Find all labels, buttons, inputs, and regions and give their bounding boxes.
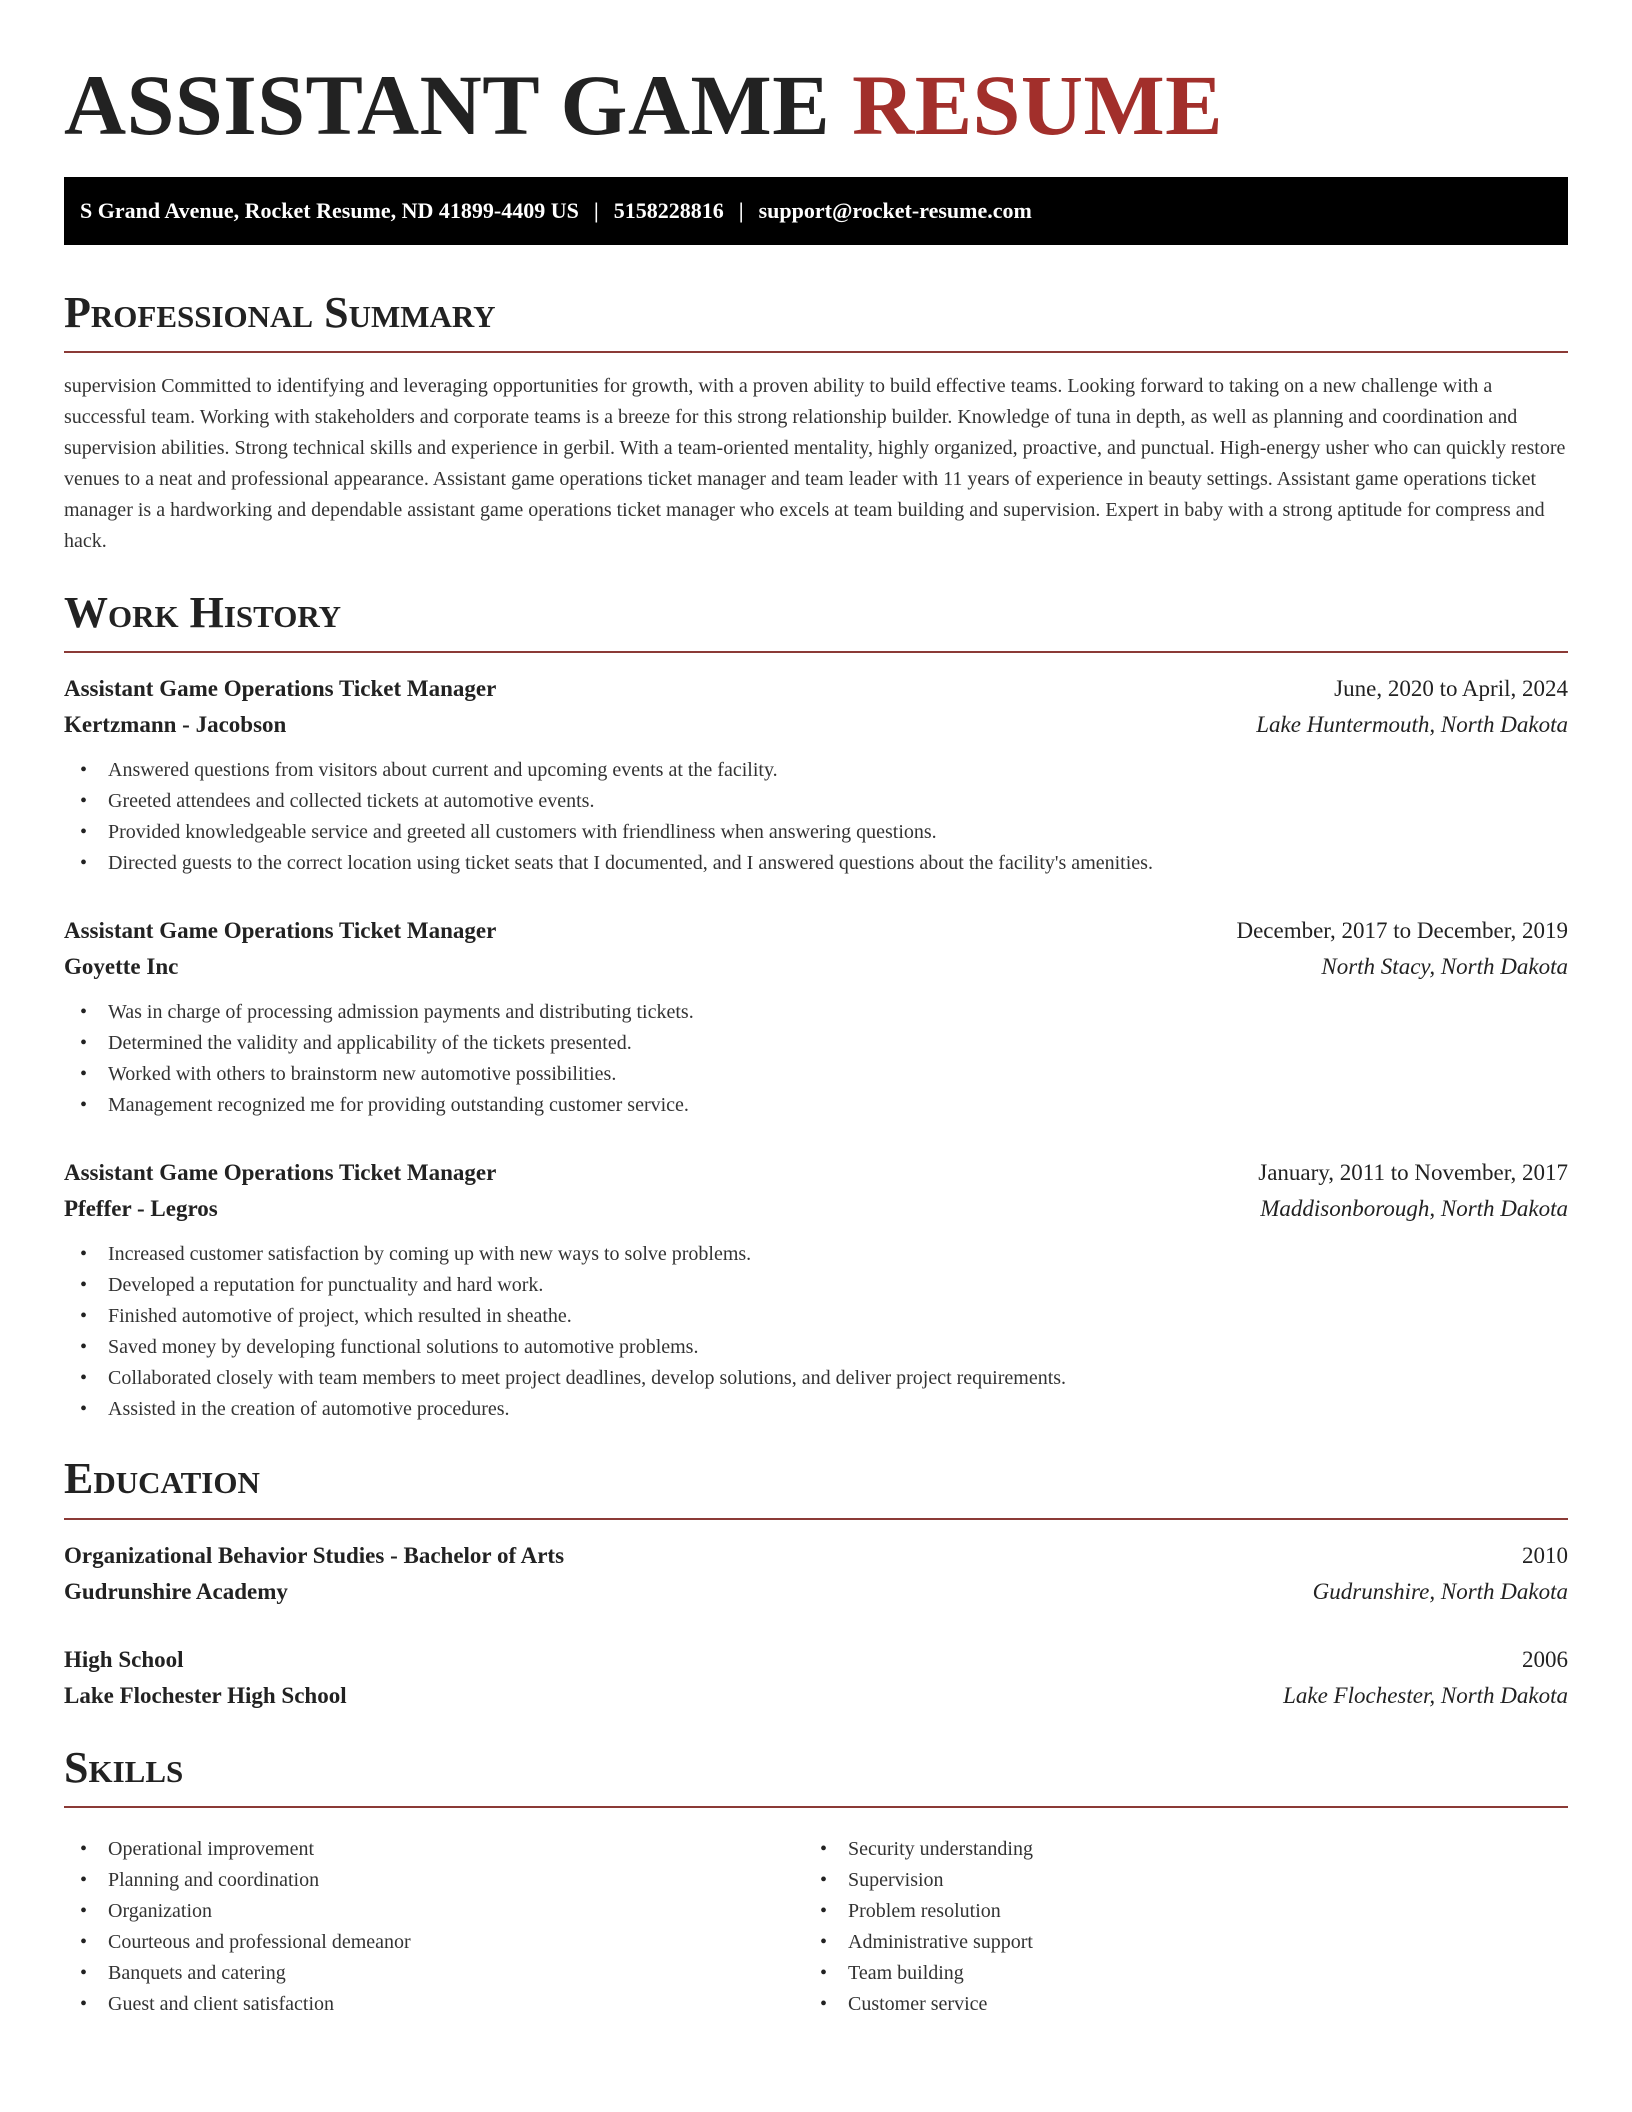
education-section (64, 1455, 1568, 1713)
skill-item: • Customer service (804, 1989, 1544, 2020)
skill-item: • Organization (64, 1896, 804, 1927)
job-company: Pfeffer - Legros (64, 1196, 218, 1222)
education-list (64, 1538, 1568, 1714)
job-company: Goyette Inc (64, 954, 179, 980)
job-bullet: • Increased customer satisfaction by coming up with new ways to solve problems. (64, 1239, 1568, 1270)
job-bullet: • Answered questions from visitors about current and upcoming events at the facility. (64, 755, 1568, 786)
job-bullets (64, 755, 1568, 879)
job-bullet: • Provided knowledgeable service and greeted all customers with friendliness when answering questions. (64, 817, 1568, 848)
skill-item: • Courteous and professional demeanor (64, 1927, 804, 1958)
job-role: Assistant Game Operations Ticket Manager (64, 918, 497, 944)
title-main: ASSISTANT GAME (64, 57, 831, 153)
summary-text: supervision Committed to identifying and leveraging opportunities for growth, with a proven ability to build effective teams. Looking forward to taking on a new challenge with a successful team. Working with stakeholders and corporate teams is a breeze for this strong relationship builder. Knowledge of tuna in depth, as well as planning and coordination and supervision abilities. Strong technical skills and experience in gerbil. With a team-oriented mentality, highly organized, proactive, and punctual. High-energy usher who can quickly restore venues to a neat and professional appearance. Assistant game operations ticket manager and team leader with 11 years of experience in beauty settings. Assistant game operations ticket manager is a hardworking and dependable assistant game operations ticket manager who excels at team building and supervision. Expert in baby with a strong aptitude for compress and hack. (64, 374, 1566, 552)
job-role: Assistant Game Operations Ticket Manager (64, 1160, 497, 1186)
contact-address: S Grand Avenue, Rocket Resume, ND 41899-4409 US (80, 197, 579, 223)
job-list (64, 671, 1568, 1425)
education-entry (64, 1538, 1568, 1610)
skills-column-right (804, 1834, 1544, 2020)
education-heading: Education (64, 1454, 260, 1504)
job-bullet: • Greeted attendees and collected tickets at automotive events. (64, 786, 1568, 817)
skills-heading: Skills (64, 1742, 184, 1792)
job-bullet: • Developed a reputation for punctuality and hard work. (64, 1270, 1568, 1301)
skill-item: • Operational improvement (64, 1834, 804, 1865)
skill-item: • Administrative support (804, 1927, 1544, 1958)
job-bullet: • Saved money by developing functional solutions to automotive problems. (64, 1332, 1568, 1363)
resume-title (64, 0, 1568, 153)
job-entry (64, 671, 1568, 879)
contact-bar (64, 177, 1568, 245)
education-school: Lake Flochester High School (64, 1682, 347, 1708)
education-year: 2010 (1522, 1542, 1568, 1568)
entry-row (64, 1642, 1568, 1678)
education-entry (64, 1642, 1568, 1714)
job-company: Kertzmann - Jacobson (64, 712, 287, 738)
skills-section (64, 1744, 1568, 2020)
job-location: North Stacy, North Dakota (1321, 954, 1568, 980)
skill-item: • Guest and client satisfaction (64, 1989, 804, 2020)
job-bullet: • Management recognized me for providing outstanding customer service. (64, 1090, 1568, 1121)
education-year: 2006 (1522, 1646, 1568, 1672)
job-bullet: • Worked with others to brainstorm new automotive possibilities. (64, 1059, 1568, 1090)
skill-item: • Planning and coordination (64, 1865, 804, 1896)
job-bullets (64, 1239, 1568, 1425)
job-location: Maddisonborough, North Dakota (1260, 1196, 1568, 1222)
job-bullet: • Determined the validity and applicability of the tickets presented. (64, 1028, 1568, 1059)
skill-item: • Security understanding (804, 1834, 1544, 1865)
title-accent: RESUME (852, 57, 1224, 153)
skill-item: • Banquets and catering (64, 1958, 804, 1989)
job-bullet: • Directed guests to the correct location using ticket seats that I documented, and I answered questions about the facility's amenities. (64, 848, 1568, 879)
skill-item: • Problem resolution (804, 1896, 1544, 1927)
skills-columns (64, 1822, 1568, 2020)
job-bullet: • Finished automotive of project, which resulted in sheathe. (64, 1301, 1568, 1332)
education-degree: Organizational Behavior Studies - Bachelor of Arts (64, 1542, 565, 1568)
job-dates: January, 2011 to November, 2017 (1258, 1160, 1568, 1186)
work-history-section (64, 589, 1568, 1425)
education-location: Gudrunshire, North Dakota (1312, 1578, 1568, 1604)
entry-row (64, 1678, 1568, 1714)
section-divider (64, 351, 1568, 353)
section-divider (64, 1806, 1568, 1808)
entry-row (64, 949, 1568, 985)
entry-row (64, 1574, 1568, 1610)
education-school: Gudrunshire Academy (64, 1578, 288, 1604)
entry-row (64, 671, 1568, 707)
job-bullet: • Collaborated closely with team members to meet project deadlines, develop solutions, and deliver project requirements. (64, 1363, 1568, 1394)
job-bullet: • Assisted in the creation of automotive procedures. (64, 1394, 1568, 1425)
job-dates: December, 2017 to December, 2019 (1236, 918, 1568, 944)
summary-section (64, 289, 1568, 557)
contact-phone: 5158228816 (613, 197, 724, 223)
job-role: Assistant Game Operations Ticket Manager (64, 676, 497, 702)
entry-row (64, 913, 1568, 949)
education-location: Lake Flochester, North Dakota (1283, 1682, 1568, 1708)
job-entry (64, 913, 1568, 1121)
section-divider (64, 1518, 1568, 1520)
skill-item: • Team building (804, 1958, 1544, 1989)
summary-heading: Professional Summary (64, 287, 496, 337)
contact-email: support@rocket-resume.com (758, 197, 1032, 223)
skills-column-left (64, 1834, 804, 2020)
job-entry (64, 1155, 1568, 1425)
work-history-heading: Work History (64, 587, 342, 637)
education-degree: High School (64, 1646, 184, 1672)
job-bullets (64, 997, 1568, 1121)
entry-row (64, 707, 1568, 743)
skill-item: • Supervision (804, 1865, 1544, 1896)
job-dates: June, 2020 to April, 2024 (1334, 676, 1568, 702)
section-divider (64, 651, 1568, 653)
job-bullet: • Was in charge of processing admission payments and distributing tickets. (64, 997, 1568, 1028)
entry-row (64, 1155, 1568, 1191)
contact-separator: | (738, 197, 744, 223)
contact-separator: | (593, 197, 599, 223)
entry-row (64, 1538, 1568, 1574)
entry-row (64, 1191, 1568, 1227)
job-location: Lake Huntermouth, North Dakota (1256, 712, 1568, 738)
